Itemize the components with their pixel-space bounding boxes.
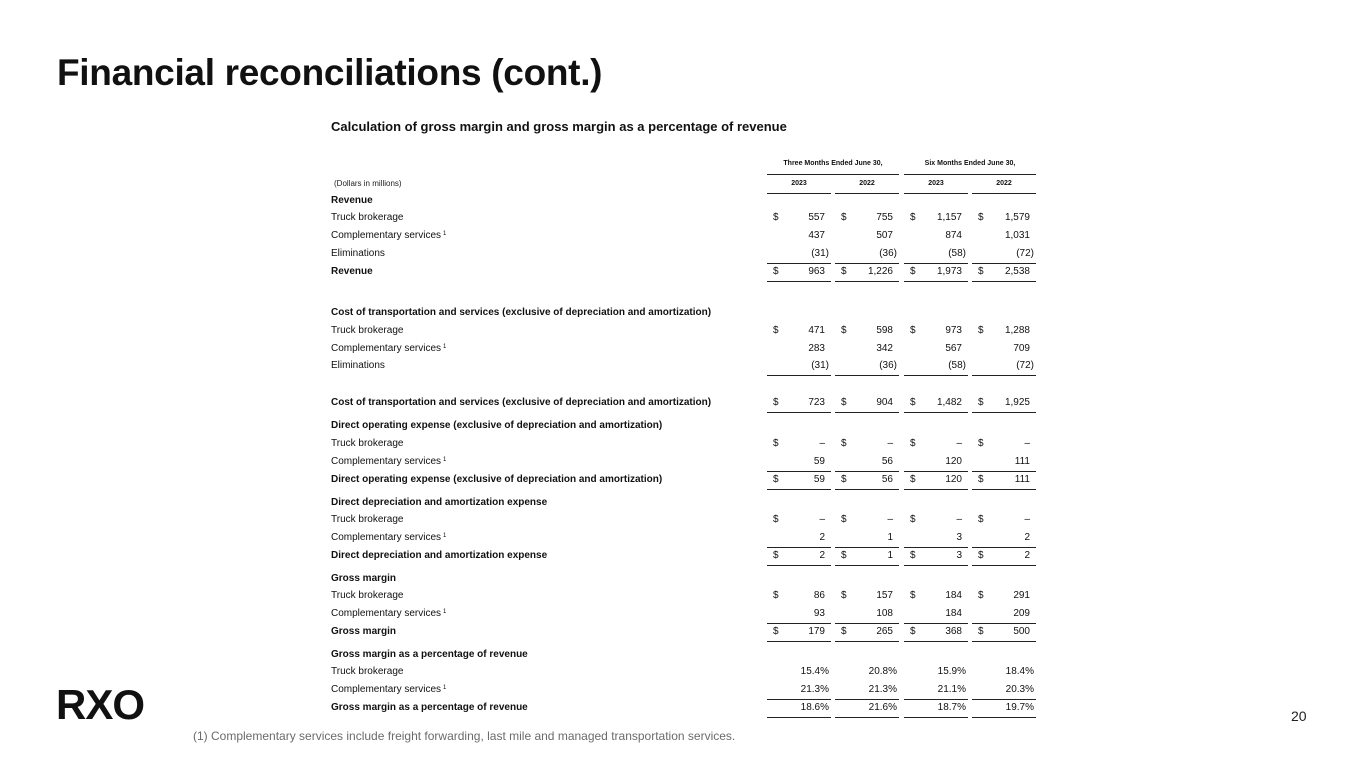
cell-rule xyxy=(767,641,831,642)
table-row-label xyxy=(331,265,373,279)
table-cell: 471 xyxy=(808,325,825,336)
page-number: 20 xyxy=(1291,708,1307,724)
table-cell: 567 xyxy=(945,343,962,354)
cell-rule xyxy=(767,623,831,624)
row-label: Truck brokerage xyxy=(331,212,404,223)
row-label: Direct depreciation and amortization expense xyxy=(331,550,548,561)
cell-rule xyxy=(767,547,831,548)
table-row-label xyxy=(331,683,446,697)
table-cell: 86 xyxy=(813,590,825,601)
cell-rule xyxy=(767,263,831,264)
table-cell: 157 xyxy=(876,590,893,601)
table-row-label xyxy=(331,531,446,545)
table-cell: 598 xyxy=(876,325,893,336)
currency-symbol: $ xyxy=(841,474,847,485)
year-header-rule xyxy=(835,193,899,194)
table-cell: 20.8% xyxy=(868,666,897,677)
table-cell: (58) xyxy=(948,360,966,371)
row-label: Truck brokerage xyxy=(331,514,404,525)
cell-rule xyxy=(972,699,1036,700)
table-cell: 15.4% xyxy=(800,666,829,677)
units-label: (Dollars in millions) xyxy=(334,179,402,188)
cell-rule xyxy=(972,263,1036,264)
cell-rule xyxy=(972,489,1036,490)
currency-symbol: $ xyxy=(841,325,847,336)
table-cell: 18.4% xyxy=(1005,666,1034,677)
row-label: Complementary services xyxy=(331,230,442,241)
currency-symbol: $ xyxy=(773,590,779,601)
row-label: Truck brokerage xyxy=(331,325,404,336)
footnote-marker: 1 xyxy=(443,457,447,463)
year-header: 2023 xyxy=(791,180,807,187)
table-cell: 368 xyxy=(945,626,962,637)
year-header: 2022 xyxy=(859,180,875,187)
cell-rule xyxy=(904,699,968,700)
cell-rule xyxy=(972,547,1036,548)
table-cell: (72) xyxy=(1016,248,1034,259)
table-cell: 111 xyxy=(1014,456,1030,467)
table-row-label xyxy=(331,648,528,662)
table-row-label xyxy=(331,513,403,527)
table-cell: – xyxy=(887,514,893,525)
row-label: Gross margin xyxy=(331,626,397,637)
table-cell: 184 xyxy=(945,608,962,619)
cell-rule xyxy=(972,412,1036,413)
table-cell: – xyxy=(819,438,825,449)
currency-symbol: $ xyxy=(841,397,847,408)
footnote-marker: 1 xyxy=(443,533,447,539)
table-cell: – xyxy=(819,514,825,525)
table-cell: 342 xyxy=(876,343,893,354)
cell-rule xyxy=(904,623,968,624)
table-cell: 2,538 xyxy=(1004,266,1030,277)
table-row-label xyxy=(331,342,446,356)
table-cell: 108 xyxy=(876,608,893,619)
row-label: Gross margin as a percentage of revenue xyxy=(331,649,528,660)
table-row-label xyxy=(331,324,403,338)
table-cell: 1 xyxy=(887,532,893,543)
cell-rule xyxy=(972,471,1036,472)
row-label: Cost of transportation and services (exclusive of depreciation and amortization) xyxy=(331,397,712,408)
footnote-marker: 1 xyxy=(443,344,447,350)
table-cell: 21.6% xyxy=(868,702,897,713)
table-row-label xyxy=(331,665,403,679)
currency-symbol: $ xyxy=(978,590,984,601)
year-header: 2023 xyxy=(928,180,944,187)
year-header: 2022 xyxy=(996,180,1012,187)
currency-symbol: $ xyxy=(841,438,847,449)
cell-rule xyxy=(904,375,968,376)
currency-symbol: $ xyxy=(841,212,847,223)
row-label: Eliminations xyxy=(331,360,385,371)
currency-symbol: $ xyxy=(910,590,916,601)
row-label: Revenue xyxy=(331,266,373,277)
cell-rule xyxy=(835,641,899,642)
currency-symbol: $ xyxy=(910,474,916,485)
row-label: Complementary services xyxy=(331,684,442,695)
table-row-label xyxy=(331,473,662,487)
table-cell: 93 xyxy=(813,608,825,619)
footnote-marker: 1 xyxy=(443,231,447,237)
table-cell: 1,288 xyxy=(1004,325,1030,336)
table-cell: 56 xyxy=(881,456,893,467)
cell-rule xyxy=(904,281,968,282)
table-cell: 1,482 xyxy=(936,397,962,408)
table-cell: 963 xyxy=(808,266,825,277)
table-row-label xyxy=(331,607,446,621)
cell-rule xyxy=(767,489,831,490)
currency-symbol: $ xyxy=(978,626,984,637)
cell-rule xyxy=(904,547,968,548)
table-cell: 15.9% xyxy=(937,666,966,677)
currency-symbol: $ xyxy=(773,474,779,485)
currency-symbol: $ xyxy=(910,397,916,408)
table-cell: 507 xyxy=(876,230,893,241)
currency-symbol: $ xyxy=(978,266,984,277)
cell-rule xyxy=(767,471,831,472)
table-cell: 3 xyxy=(956,550,962,561)
table-cell: (36) xyxy=(879,248,897,259)
table-cell: 874 xyxy=(945,230,962,241)
table-cell: 1,925 xyxy=(1004,397,1030,408)
row-label: Complementary services xyxy=(331,343,442,354)
currency-symbol: $ xyxy=(841,626,847,637)
table-cell: – xyxy=(887,438,893,449)
cell-rule xyxy=(972,375,1036,376)
table-cell: 1,157 xyxy=(936,212,962,223)
table-cell: 21.3% xyxy=(868,684,897,695)
currency-symbol: $ xyxy=(773,626,779,637)
table-cell: (36) xyxy=(879,360,897,371)
table-cell: – xyxy=(956,438,962,449)
cell-rule xyxy=(904,263,968,264)
row-label: Direct depreciation and amortization expense xyxy=(331,497,548,508)
table-cell: 1 xyxy=(887,550,893,561)
table-cell: 709 xyxy=(1013,343,1030,354)
table-row-label xyxy=(331,359,385,373)
footnote: (1) Complementary services include freight forwarding, last mile and managed transportation services. xyxy=(193,729,736,743)
cell-rule xyxy=(972,717,1036,718)
cell-rule xyxy=(904,641,968,642)
table-cell: 179 xyxy=(808,626,825,637)
table-cell: 59 xyxy=(813,456,825,467)
table-cell: (72) xyxy=(1016,360,1034,371)
cell-rule xyxy=(904,471,968,472)
cell-rule xyxy=(835,717,899,718)
currency-symbol: $ xyxy=(978,325,984,336)
table-cell: 1,226 xyxy=(867,266,893,277)
currency-symbol: $ xyxy=(978,474,984,485)
cell-rule xyxy=(767,565,831,566)
period-header-rule xyxy=(767,174,899,175)
year-header-rule xyxy=(904,193,968,194)
footnote-marker: 1 xyxy=(443,685,447,691)
cell-rule xyxy=(904,489,968,490)
table-cell: 209 xyxy=(1013,608,1030,619)
currency-symbol: $ xyxy=(910,626,916,637)
footnote-marker: 1 xyxy=(443,609,447,615)
cell-rule xyxy=(835,489,899,490)
table-row-label xyxy=(331,229,446,243)
table-cell: 111 xyxy=(1014,474,1030,485)
table-row-label xyxy=(331,419,662,433)
table-cell: 21.3% xyxy=(800,684,829,695)
table-row-label xyxy=(331,549,547,563)
table-cell: – xyxy=(1024,514,1030,525)
table-row-label xyxy=(331,211,403,225)
table-cell: 56 xyxy=(881,474,893,485)
table-row-label xyxy=(331,194,373,208)
table-cell: 19.7% xyxy=(1005,702,1034,713)
currency-symbol: $ xyxy=(910,325,916,336)
cell-rule xyxy=(835,375,899,376)
table-row-label xyxy=(331,455,446,469)
row-label: Gross margin xyxy=(331,573,397,584)
row-label: Complementary services xyxy=(331,608,442,619)
currency-symbol: $ xyxy=(773,212,779,223)
currency-symbol: $ xyxy=(978,438,984,449)
currency-symbol: $ xyxy=(773,550,779,561)
table-cell: 557 xyxy=(808,212,825,223)
currency-symbol: $ xyxy=(841,514,847,525)
table-cell: 2 xyxy=(1024,550,1030,561)
currency-symbol: $ xyxy=(910,550,916,561)
period-header-six-months: Six Months Ended June 30, xyxy=(924,160,1016,167)
table-cell: 18.6% xyxy=(800,702,829,713)
logo-text: RXO xyxy=(56,684,145,724)
cell-rule xyxy=(904,412,968,413)
currency-symbol: $ xyxy=(773,266,779,277)
row-label: Direct operating expense (exclusive of depreciation and amortization) xyxy=(331,474,663,485)
row-label: Eliminations xyxy=(331,248,385,259)
currency-symbol: $ xyxy=(910,438,916,449)
cell-rule xyxy=(904,717,968,718)
rxo-logo xyxy=(56,684,162,724)
cell-rule xyxy=(767,699,831,700)
cell-rule xyxy=(767,375,831,376)
table-cell: – xyxy=(1024,438,1030,449)
currency-symbol: $ xyxy=(841,550,847,561)
table-cell: 291 xyxy=(1013,590,1030,601)
cell-rule xyxy=(767,281,831,282)
table-cell: 265 xyxy=(876,626,893,637)
table-cell: 184 xyxy=(945,590,962,601)
table-cell: 120 xyxy=(945,456,962,467)
row-label: Truck brokerage xyxy=(331,438,404,449)
row-label: Complementary services xyxy=(331,456,442,467)
currency-symbol: $ xyxy=(978,397,984,408)
currency-symbol: $ xyxy=(773,438,779,449)
table-row-label xyxy=(331,437,403,451)
table-row-label xyxy=(331,247,385,261)
table-cell: – xyxy=(956,514,962,525)
table-cell: 18.7% xyxy=(937,702,966,713)
table-subtitle: Calculation of gross margin and gross margin as a percentage of revenue xyxy=(331,119,787,134)
table-cell: 973 xyxy=(945,325,962,336)
table-cell: (58) xyxy=(948,248,966,259)
row-label: Cost of transportation and services (exclusive of depreciation and amortization) xyxy=(331,307,712,318)
year-header-rule xyxy=(972,193,1036,194)
table-cell: 120 xyxy=(945,474,962,485)
cell-rule xyxy=(767,412,831,413)
currency-symbol: $ xyxy=(978,514,984,525)
table-cell: 755 xyxy=(876,212,893,223)
page-title: Financial reconciliations (cont.) xyxy=(57,52,603,93)
cell-rule xyxy=(904,565,968,566)
table-cell: 904 xyxy=(876,397,893,408)
currency-symbol: $ xyxy=(841,590,847,601)
cell-rule xyxy=(972,565,1036,566)
table-cell: 1,031 xyxy=(1004,230,1030,241)
row-label: Complementary services xyxy=(331,532,442,543)
table-cell: 20.3% xyxy=(1005,684,1034,695)
table-cell: 500 xyxy=(1013,626,1030,637)
cell-rule xyxy=(972,623,1036,624)
table-row-label xyxy=(331,625,396,639)
table-row-label xyxy=(331,496,547,510)
currency-symbol: $ xyxy=(841,266,847,277)
table-cell: 1,579 xyxy=(1004,212,1030,223)
cell-rule xyxy=(972,281,1036,282)
table-row-label xyxy=(331,701,528,715)
table-cell: 283 xyxy=(808,343,825,354)
table-cell: (31) xyxy=(811,248,829,259)
cell-rule xyxy=(835,263,899,264)
row-label: Truck brokerage xyxy=(331,666,404,677)
period-header-three-months: Three Months Ended June 30, xyxy=(783,160,883,167)
row-label: Revenue xyxy=(331,195,373,206)
cell-rule xyxy=(835,412,899,413)
currency-symbol: $ xyxy=(910,514,916,525)
cell-rule xyxy=(835,547,899,548)
table-row-label xyxy=(331,572,396,586)
cell-rule xyxy=(835,699,899,700)
cell-rule xyxy=(972,641,1036,642)
cell-rule xyxy=(835,281,899,282)
table-cell: 3 xyxy=(956,532,962,543)
currency-symbol: $ xyxy=(978,212,984,223)
table-row-label xyxy=(331,589,403,603)
table-row-label xyxy=(331,396,711,410)
cell-rule xyxy=(835,623,899,624)
cell-rule xyxy=(835,471,899,472)
table-cell: 437 xyxy=(808,230,825,241)
currency-symbol: $ xyxy=(773,325,779,336)
cell-rule xyxy=(835,565,899,566)
table-cell: 59 xyxy=(813,474,825,485)
currency-symbol: $ xyxy=(910,266,916,277)
table-cell: 2 xyxy=(1024,532,1030,543)
table-cell: 1,973 xyxy=(936,266,962,277)
currency-symbol: $ xyxy=(910,212,916,223)
row-label: Truck brokerage xyxy=(331,590,404,601)
period-header-rule xyxy=(904,174,1036,175)
table-cell: 723 xyxy=(808,397,825,408)
currency-symbol: $ xyxy=(773,514,779,525)
row-label: Gross margin as a percentage of revenue xyxy=(331,702,528,713)
table-cell: 2 xyxy=(819,532,825,543)
table-cell: 2 xyxy=(819,550,825,561)
cell-rule xyxy=(767,717,831,718)
table-cell: (31) xyxy=(811,360,829,371)
table-cell: 21.1% xyxy=(937,684,966,695)
year-header-rule xyxy=(767,193,831,194)
table-row-label xyxy=(331,306,711,320)
currency-symbol: $ xyxy=(978,550,984,561)
currency-symbol: $ xyxy=(773,397,779,408)
row-label: Direct operating expense (exclusive of depreciation and amortization) xyxy=(331,420,663,431)
